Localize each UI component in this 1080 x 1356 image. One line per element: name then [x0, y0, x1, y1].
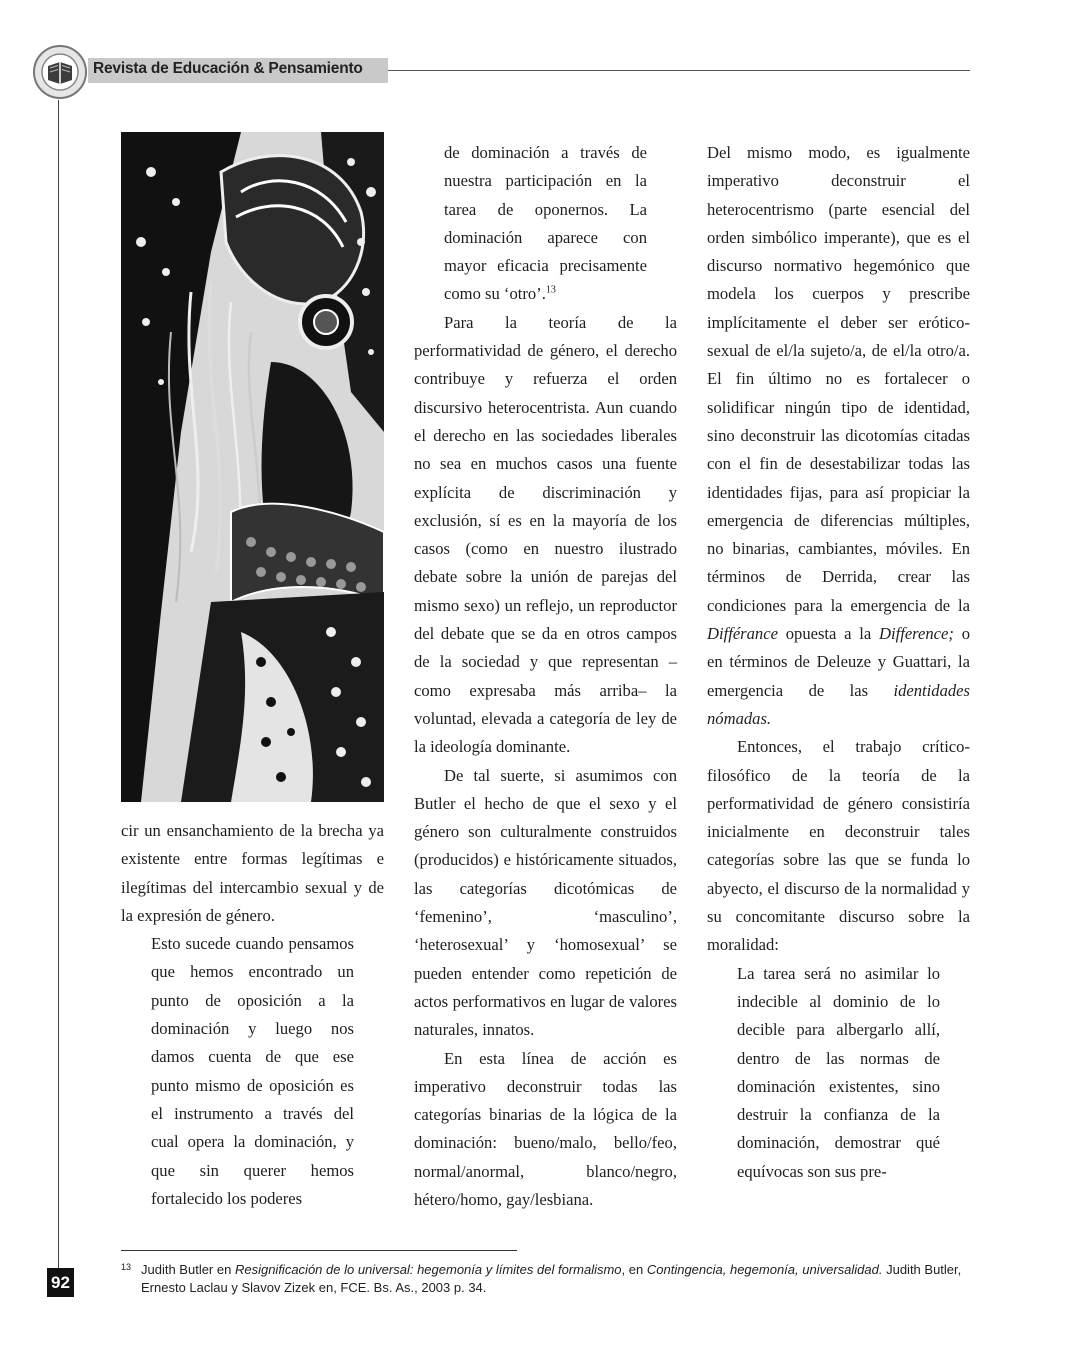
italic-term: identidades nómadas.	[707, 680, 970, 728]
journal-logo-icon	[32, 44, 88, 100]
text-run: Judith Butler, Ernesto Laclau y Slavov Zizek en, FCE. Bs. As., 2003 p. 34.	[141, 1262, 962, 1295]
column-1	[121, 817, 384, 1213]
text-run: o en términos de Deleuze y Guattari, la emergencia de las	[707, 624, 970, 700]
footnote-number: 13	[121, 1262, 132, 1272]
paragraph: Entonces, el trabajo crítico-filosófico de la teoría de la performatividad de género consistiría inicialmente en deconstruir tales categorías sobre las que se funda lo abyecto, el discurso de la normalidad y su concomitante discurso sobre la moralidad:	[707, 737, 970, 955]
text-run: opuesta a la	[785, 624, 872, 644]
italic-title: Resignificación de lo universal: hegemonía y límites del formalismo	[234, 1262, 622, 1277]
column-2	[414, 139, 677, 1214]
paragraph: De tal suerte, si asumimos con Butler el hecho de que el sexo y el género son culturalmente construidos (producidos) e históricamente situados, las categorías dicotómicas de ‘femenino’, ‘masculino’, ‘heterosexual’ y ‘homosexual’ se pueden entender como repetición de actos performativos en lugar de valores naturales, innatos.	[414, 765, 677, 1040]
italic-title: Contingencia, hegemonía, universalidad.	[646, 1262, 883, 1277]
text-run: , en	[621, 1262, 644, 1277]
block-quote: Esto sucede cuando pensamos que hemos encontrado un punto de oposición a la dominación y luego nos damos cuenta de que ese punto mismo de oposición es el instrumento a través del cual opera la dominación, y que sin querer hemos fortalecido los poderes	[151, 934, 354, 1208]
text-run: Del mismo modo, es igualmente imperativo deconstruir el heterocentrismo (parte esencial del orden simbólico imperante), que es el discurso normativo hegemónico que modela los cuerpos y prescribe implícitamente el deber ser erótico-sexual de el/la sujeto/a, de el/la otro/a. El fin último no es fortalecer o solidificar ningún tipo de identidad, sino deconstruir las dicotomías citadas con el fin de desestabilizar todas las identidades fijas, para así propiciar la emergencia de diferencias múltiples, no binarias, cambiantes, móviles. En términos de Derrida, crear las condiciones para la emergencia de la	[707, 143, 970, 615]
quote-text: de dominación a través de nuestra participación en la tarea de oponernos. La dominación aparece con mayor eficacia precisamente como su ‘otro’.	[444, 143, 647, 304]
paragraph: Para la teoría de la performatividad de género, el derecho contribuye y refuerza el orden discursivo heterocentrista. Aun cuando el derecho en las sociedades liberales no sea en muchos casos una fuente explícita de discriminación y exclusión, sí es en la mayoría de los casos (como en nuestro ilustrado debate sobre la unión de parejas del mismo sexo) un reflejo, un reproductor del debate que se da en otros campos de la sociedad y que representan –como expresaba más arriba– la voluntad, elevada a categoría de ley de la ideología dominante.	[414, 312, 677, 757]
block-quote: La tarea será no asimilar lo indecible al dominio de lo decible para albergarlo allí, dentro de las normas de dominación existentes, sino destruir la confianza de la dominación, demostrar qué equívocas son sus pre-	[737, 963, 940, 1181]
block-quote-continued	[444, 139, 647, 309]
footnote-text	[141, 1261, 973, 1297]
italic-term: Difference;	[879, 624, 954, 644]
paragraph: cir un ensanchamiento de la brecha ya existente entre formas legítimas e ilegítimas del intercambio sexual y de la expresión de género.	[121, 821, 384, 925]
text-run: Judith Butler en	[141, 1262, 232, 1277]
column-3	[707, 139, 970, 1186]
footnote-rule	[121, 1250, 517, 1251]
footnote-reference[interactable]: 13	[545, 284, 556, 296]
page-number: 92	[47, 1268, 74, 1297]
illustration-image	[121, 132, 384, 802]
paragraph	[707, 139, 970, 733]
paragraph: En esta línea de acción es imperativo deconstruir todas las categorías binarias de la lógica de la dominación: bueno/malo, bello/feo, normal/anormal, blanco/negro, hétero/homo, gay/lesbiana.	[414, 1048, 677, 1209]
margin-rule	[58, 100, 59, 1268]
journal-title: Revista de Educación & Pensamiento	[93, 60, 363, 77]
header-rule	[388, 70, 970, 71]
footnote	[121, 1261, 973, 1297]
italic-term: Différance	[707, 624, 778, 644]
